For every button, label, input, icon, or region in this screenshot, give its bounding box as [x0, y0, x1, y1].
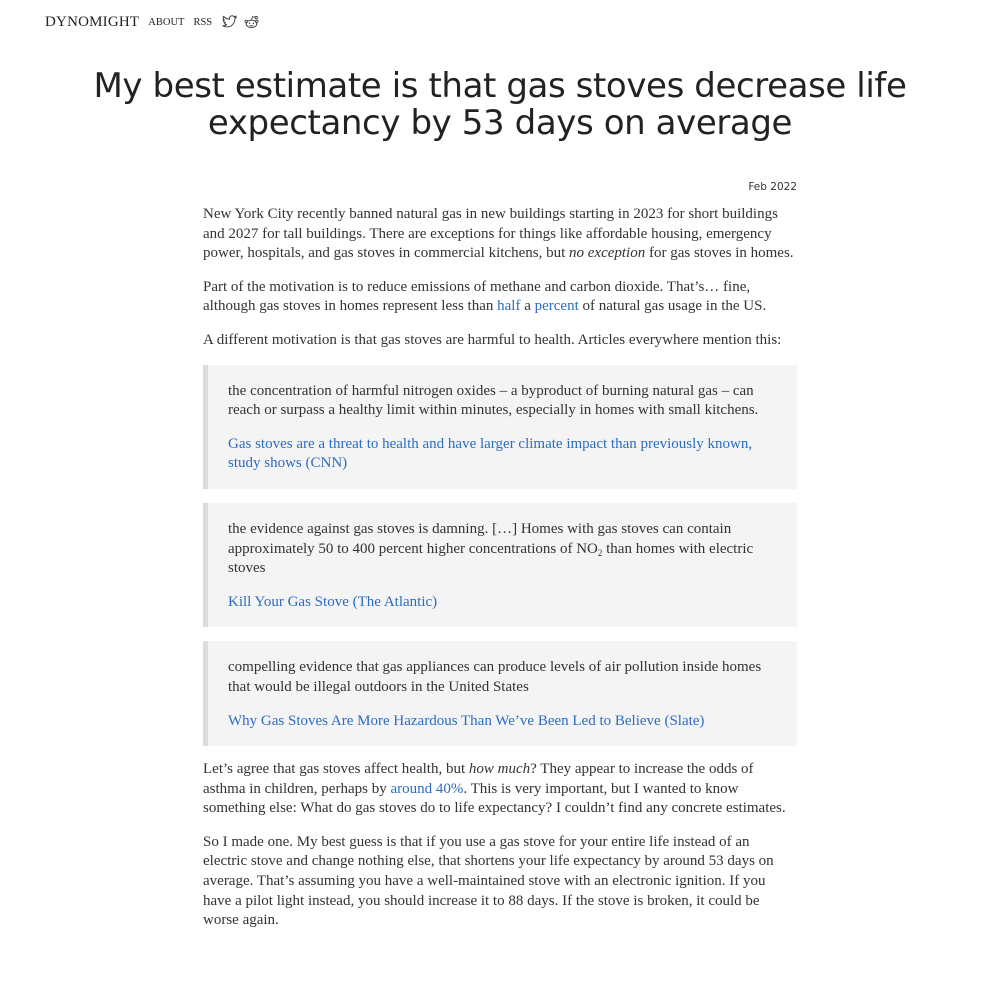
quote-source-link[interactable]: Why Gas Stoves Are More Hazardous Than We’ve Been Led to Believe (Slate): [228, 712, 705, 729]
paragraph: Part of the motivation is to reduce emissions of methane and carbon dioxide. That’s… fine, although gas stoves in homes represent less than half a percent of natural gas usage in the US.: [203, 278, 767, 315]
top-nav: [45, 11, 265, 33]
quote-source-link[interactable]: Kill Your Gas Stove (The Atlantic): [228, 593, 438, 610]
site-logo-link[interactable]: DYNOMIGHT: [45, 13, 140, 30]
paragraph: A different motivation is that gas stoves are harmful to health. Articles everywhere mention this:: [203, 331, 782, 348]
blockquote-cnn: [203, 365, 797, 489]
quote-source-link[interactable]: Gas stoves are a threat to health and have larger climate impact than previously known, study shows (CNN): [228, 435, 753, 472]
blockquote-atlantic: [203, 503, 797, 627]
blockquote-slate: [203, 641, 797, 746]
quote-text: the concentration of harmful nitrogen oxides – a byproduct of burning natural gas – can reach or surpass a healthy limit within minutes, especially in homes with small kitchens.: [228, 382, 759, 419]
quote-text: compelling evidence that gas appliances can produce levels of air pollution inside homes that would be illegal outdoors in the United States: [228, 659, 762, 695]
article-title: My best estimate is that gas stoves decrease life expectancy by 53 days on average: [93, 66, 907, 143]
emphasis-text: how much: [468, 761, 531, 778]
article-body: [203, 205, 797, 945]
subscript: 2: [597, 547, 603, 558]
reddit-icon[interactable]: [243, 14, 259, 30]
nav-rss-link[interactable]: RSS: [193, 16, 213, 28]
asthma-odds-link[interactable]: around 40%: [390, 780, 464, 797]
percent-link[interactable]: percent: [534, 298, 579, 315]
paragraph: New York City recently banned natural gas in new buildings starting in 2023 for short buildings and 2027 for tall buildings. There are exceptions for things like affordable housing, emergency power, hospitals, and gas stoves in commercial kitchens, but no exception for gas stoves in homes.: [203, 206, 794, 262]
half-link[interactable]: half: [497, 298, 521, 315]
paragraph: So I made one. My best guess is that if you use a gas stove for your entire life instead of an electric stove and change nothing else, that shortens your life expectancy by around 53 days on average. That’s assuming you have a well-maintained stove with an electronic ignition. If you have a pilot light instead, you should increase it to 88 days. If the stove is broken, it could be worse again.: [203, 833, 774, 929]
paragraph: Let’s agree that gas stoves affect health, but how much? They appear to increase the odds of asthma in children, perhaps by around 40%. This is very important, but I wanted to know something else: What do gas stoves do to life expectancy? I couldn’t find any concrete estimates.: [203, 761, 786, 817]
twitter-icon[interactable]: [221, 14, 237, 30]
publish-date: Feb 2022: [748, 181, 797, 193]
nav-about-link[interactable]: ABOUT: [148, 16, 185, 28]
quote-text: the evidence against gas stoves is damning. […] Homes with gas stoves can contain approximately 50 to 400 percent higher concentrations of $NO_2$ than homes with electric stoves: [228, 520, 754, 577]
emphasis-text: no exception: [569, 245, 646, 262]
